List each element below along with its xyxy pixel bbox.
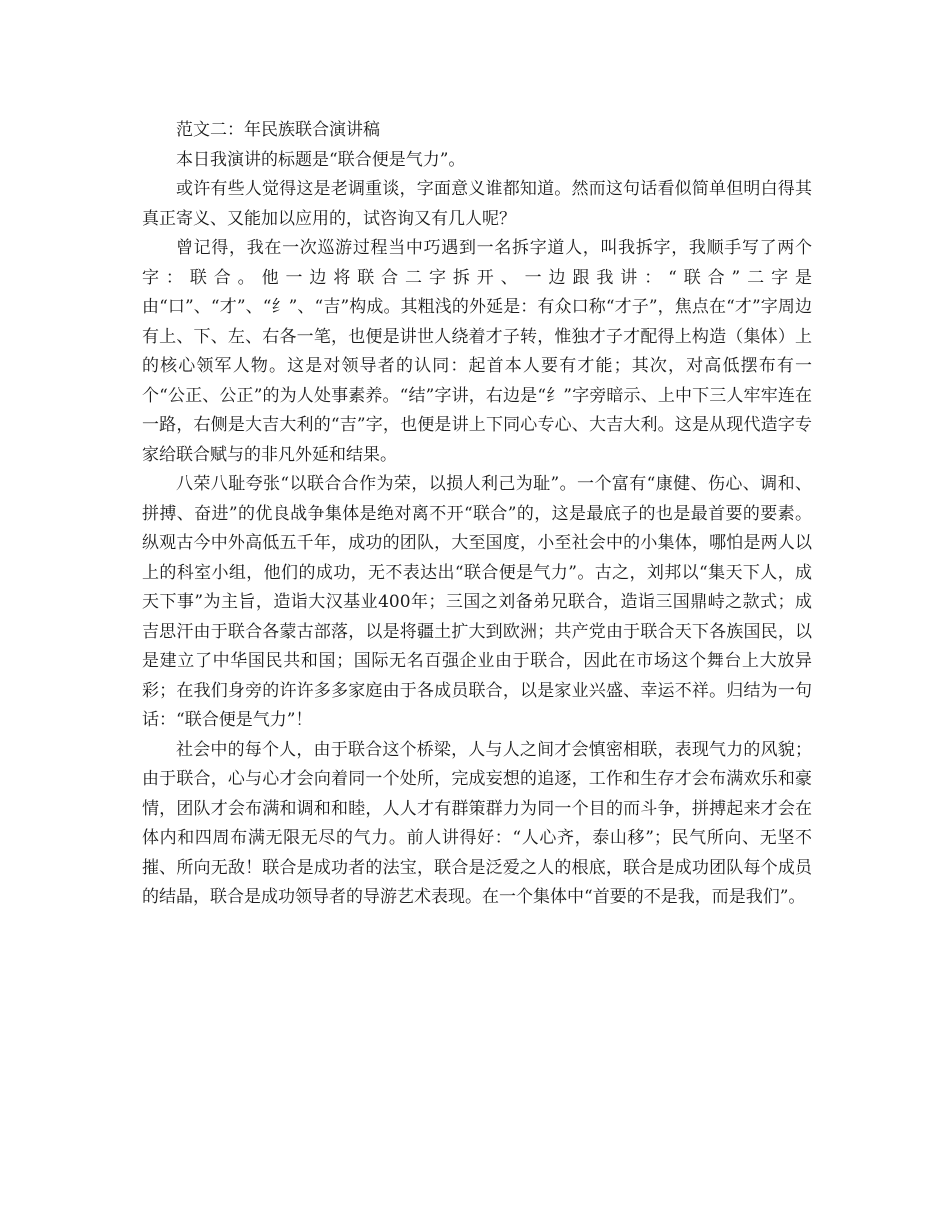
paragraph-question: 或许有些人觉得这是老调重谈，字面意义谁都知道。然而这句话看似简单但明白得其真正寄义、又能加以应用的，试咨询又有几人呢？ xyxy=(142,179,812,229)
paragraph-intro: 本日我演讲的标题是“联合便是气力”。 xyxy=(176,149,466,170)
document-body xyxy=(142,116,812,913)
document-title: 范文二：年民族联合演讲稿 xyxy=(176,120,380,140)
paragraph-character-analysis: 曾记得，我在一次巡游过程当中巧遇到一名拆字道人，叫我拆字，我顺手写了两个字：联合。他一边将联合二字拆开、一边跟我讲：“联合”二字是由“口”、“才”、“纟”、“吉”构成。其粗浅的外延是：有众口称“才子”，焦点在“才”字周边有上、下、左、右各一笔，也便是讲世人绕着才子转，惟独才子才配得上构造（集体）上的核心领军人物。这是对领导者的认同：起首本人要有才能；其次，对高低摆布有一个“公正、公正”的为人处事素养。“结”字讲，右边是“纟”字旁暗示、上中下三人牢牢连在一路，右侧是大吉大利的“吉”字，也便是讲上下同心专心、大吉大利。这是从现代造字专家给联合赋与的非凡外延和结果。 xyxy=(142,238,812,465)
paragraph-history-examples: 八荣八耻夸张“以联合合作为荣，以损人利己为耻”。一个富有“康健、伤心、调和、拼搏、奋进”的优良战争集体是绝对离不开“联合”的，这是最底子的也是最首要的要素。纵观古今中外高低五千年，成功的团队，大至国度，小至社会中的小集体，哪怕是两人以上的科室小组，他们的成功，无不表达出“联合便是气力”。古之，刘邦以“集天下人，成天下事”为主旨，造诣大汉基业400年；三国之刘备弟兄联合，造诣三国鼎峙之款式；成吉思汗由于联合各蒙古部落，以是将疆土扩大到欧洲；共产党由于联合天下各族国民，以是建立了中华国民共和国；国际无名百强企业由于联合，因此在市场这个舞台上大放异彩；在我们身旁的许许多多家庭由于各成员联合，以是家业兴盛、幸运不祥。归结为一句话：“联合便是气力”！ xyxy=(142,474,812,730)
paragraph-conclusion: 社会中的每个人，由于联合这个桥梁，人与人之间才会慎密相联，表现气力的风貌；由于联合，心与心才会向着同一个处所，完成妄想的追逐，工作和生存才会布满欢乐和豪情，团队才会布满和调和和睦，人人才有群策群力为同一个目的而斗争，拼搏起来才会在体内和四周布满无限无尽的气力。前人讲得好：“人心齐，泰山移”；民气所向、无坚不摧、所向无敌！联合是成功者的法宝，联合是泛爱之人的根底，联合是成功团队每个成员的结晶，联合是成功领导者的导游艺术表现。在一个集体中“首要的不是我，而是我们”。 xyxy=(142,739,812,907)
